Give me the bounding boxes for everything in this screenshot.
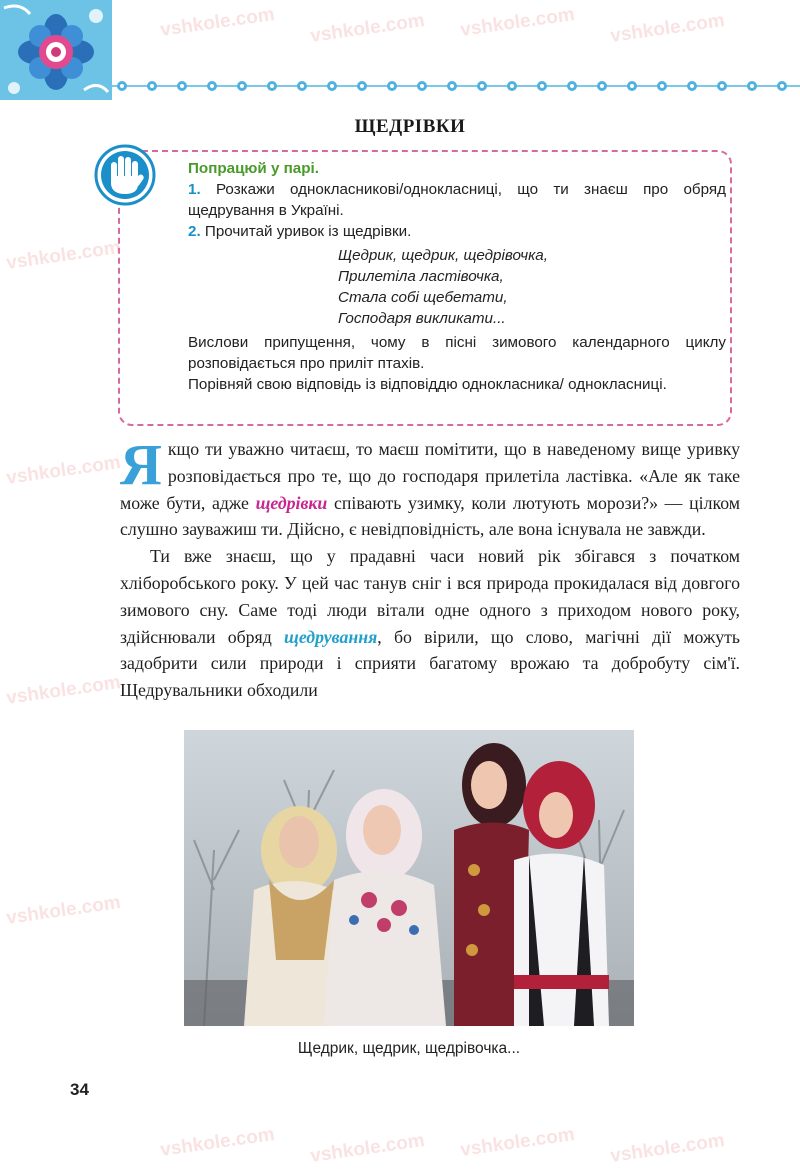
watermark: vshkole.com [309, 10, 426, 47]
page-number: 34 [70, 1080, 89, 1099]
task-heading: Попрацюй у парі. [188, 160, 319, 177]
body-text: співають узимку, коли лютують морози?» — цілком слушно зауважиш ти. Дійсно, є невідповідність, але вона існувала не завжди. [120, 492, 740, 540]
task-item-1 [188, 179, 726, 221]
flower-ornament-icon [0, 0, 112, 100]
watermark: vshkole.com [5, 452, 122, 489]
body-paragraph-2 [120, 543, 740, 704]
watermark: vshkole.com [309, 1130, 426, 1167]
photo-caption: Щедрик, щедрик, щедрівочка... [297, 1040, 521, 1057]
watermark: vshkole.com [5, 672, 122, 709]
keyword-shchedruvannia: щедрування [284, 626, 378, 647]
task-paragraph-2: Порівняй свою відповідь із відповіддю однокласника/ однокласниці. [188, 376, 667, 393]
body-text: , бо вірили, що слово, магічні дії можуть задобрити сили природи і сприяти багатому врожаю та добробуту сім'ї. Щедрувальники обходили [120, 626, 740, 701]
watermark: vshkole.com [5, 892, 122, 929]
watermark: vshkole.com [459, 1124, 576, 1161]
task-item-2 [188, 221, 726, 242]
task-content [188, 158, 726, 395]
ornament-band [112, 76, 800, 96]
watermark: vshkole.com [609, 10, 726, 47]
drop-cap: Я [120, 432, 162, 497]
poem-excerpt [338, 245, 726, 329]
carolers-photo [184, 730, 634, 1026]
watermark: vshkole.com [159, 4, 276, 41]
task-item-1-text: Розкажи однокласникові/однокласниці, що ти знаєш про обряд щедрування в Україні. [188, 181, 726, 219]
watermark: vshkole.com [459, 4, 576, 41]
task-item-2-number: 2. [188, 223, 201, 240]
watermark: vshkole.com [5, 237, 122, 274]
poem-line: Господаря викликати... [338, 310, 506, 327]
watermark: vshkole.com [159, 1124, 276, 1161]
body-paragraph-1 [120, 432, 740, 543]
hand-icon [94, 144, 156, 206]
poem-line: Щедрик, щедрик, щедрівочка, [338, 247, 548, 264]
body-text: Ти вже знаєш, що у прадавні часи новий рік збігався з початком хліборобського року. У цей час танув сніг і вся природа прокидалася від довгого зимового сну. Саме тоді люди вітали одне одного з приходом нового року, здійснювали обряд [120, 546, 740, 647]
task-paragraph-1: Вислови припущення, чому в пісні зимового календарного циклу розповідається про приліт птахів. [188, 334, 726, 372]
watermark: vshkole.com [609, 1130, 726, 1167]
task-item-1-number: 1. [188, 181, 201, 198]
task-item-2-text: Прочитай уривок із щедрівки. [204, 223, 412, 240]
section-title: ЩЕДРІВКИ [354, 116, 466, 137]
main-text [120, 432, 740, 704]
poem-line: Стала собі щебетати, [338, 289, 508, 306]
poem-line: Прилетіла ластівочка, [338, 268, 504, 285]
body-text: кщо ти уважно читаєш, то маєш помітити, що в наведеному вище уривку розповідається про те, що до господаря прилетіла ластівка. «Але як таке може бути, адже [120, 439, 740, 513]
corner-ornament [0, 0, 112, 100]
keyword-shchedrivky: щедрівки [255, 492, 328, 513]
